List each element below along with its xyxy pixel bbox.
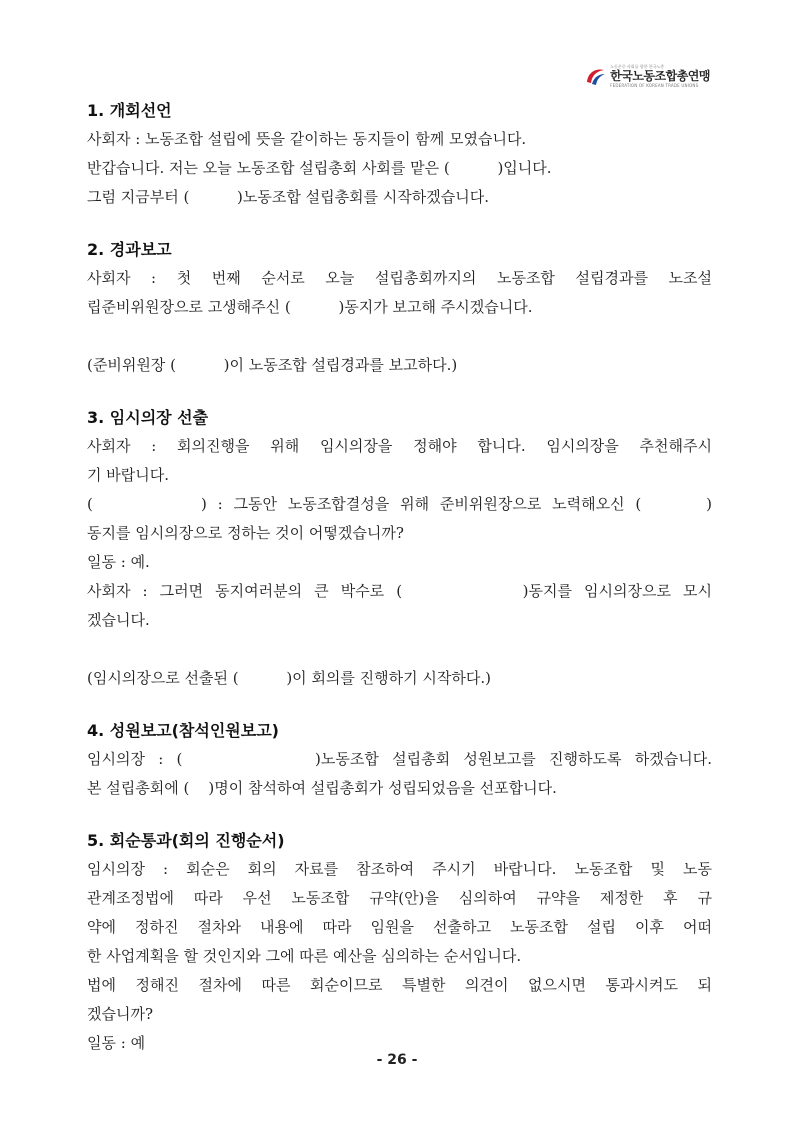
paragraph-line: (준비위원장 ( )이 노동조합 설립경과를 보고하다.) xyxy=(87,356,458,374)
logo-english-name: FEDERATION OF KOREAN TRADE UNIONS xyxy=(610,83,699,88)
paragraph-line: 겠습니까? xyxy=(87,1005,154,1023)
union-emblem-icon xyxy=(584,66,606,86)
paragraph-line: ( ) : 그동안 노동조합결성을 위해 준비위원장으로 노력해오신 ( ) xyxy=(87,495,712,513)
paragraph-line: 법에 정해진 절차에 따른 회순이므로 특별한 의견이 없으시면 통과시켜도 되 xyxy=(87,976,712,994)
section-title: 5. 회순통과(회의 진행순서) xyxy=(87,831,285,850)
paragraph-line: 사회자 : 첫 번째 순서로 오늘 설립총회까지의 노동조합 설립경과를 노조설 xyxy=(87,269,712,287)
page-number: - 26 - xyxy=(376,1052,418,1068)
section-title: 1. 개회선언 xyxy=(87,101,172,120)
paragraph-line: 그럼 지금부터 ( )노동조합 설립총회를 시작하겠습니다. xyxy=(87,188,490,206)
paragraph-line: 동지를 임시의장으로 정하는 것이 어떻겠습니까? xyxy=(87,524,404,542)
header-logo xyxy=(584,64,710,88)
paragraph-line: 약에 정하진 절차와 내용에 따라 임원을 선출하고 노동조합 설립 이후 어떠 xyxy=(87,918,712,936)
section-quorum-report xyxy=(87,720,712,803)
section-title: 4. 성원보고(참석인원보고) xyxy=(87,721,279,740)
paragraph-line: 기 바랍니다. xyxy=(87,466,169,484)
paragraph-line: 일동 : 예 xyxy=(87,1034,146,1052)
section-agenda-approval xyxy=(87,830,712,1058)
paragraph-line: 관계조정법에 따라 우선 노동조합 규약(안)을 심의하여 규약을 제정한 후 규 xyxy=(87,889,712,907)
section-chair-election xyxy=(87,407,712,693)
paragraph-line: 반갑습니다. 저는 오늘 노동조합 설립총회 사회를 맡은 ( )입니다. xyxy=(87,159,552,177)
paragraph-line: 사회자 : 노동조합 설립에 뜻을 같이하는 동지들이 함께 모였습니다. xyxy=(87,130,527,148)
paragraph-line: 사회자 : 그러면 동지여러분의 큰 박수로 ( )동지를 임시의장으로 모시 xyxy=(87,582,712,600)
paragraph-line: 임시의장 : 회순은 회의 자료를 참조하여 주시기 바랍니다. 노동조합 및 노동 xyxy=(87,860,712,878)
document-body xyxy=(87,100,712,1085)
paragraph-line: 립준비위원장으로 고생해주신 ( )동지가 보고해 주시겠습니다. xyxy=(87,298,533,316)
paragraph-line: 사회자 : 회의진행을 위해 임시의장을 정해야 합니다. 임시의장을 추천해주시 xyxy=(87,437,712,455)
section-title: 2. 경과보고 xyxy=(87,240,172,259)
paragraph-line: 한 사업계획을 할 것인지와 그에 따른 예산을 심의하는 순서입니다. xyxy=(87,947,522,965)
paragraph-line: 일동 : 예. xyxy=(87,553,150,571)
section-opening xyxy=(87,100,712,212)
section-title: 3. 임시의장 선출 xyxy=(87,408,209,427)
logo-name: 한국노동조합총연맹 xyxy=(610,69,710,83)
logo-tagline: 노동존중 사회를 향한 한국노총 xyxy=(610,64,665,69)
paragraph-line: 임시의장 : ( )노동조합 설립총회 성원보고를 진행하도록 하겠습니다. xyxy=(87,750,712,768)
paragraph-line: 본 설립총회에 ( )명이 참석하여 설립총회가 성립되었음을 선포합니다. xyxy=(87,779,557,797)
paragraph-line: (임시의장으로 선출된 ( )이 회의를 진행하기 시작하다.) xyxy=(87,669,491,687)
paragraph-line: 겠습니다. xyxy=(87,611,150,629)
section-progress-report xyxy=(87,239,712,380)
